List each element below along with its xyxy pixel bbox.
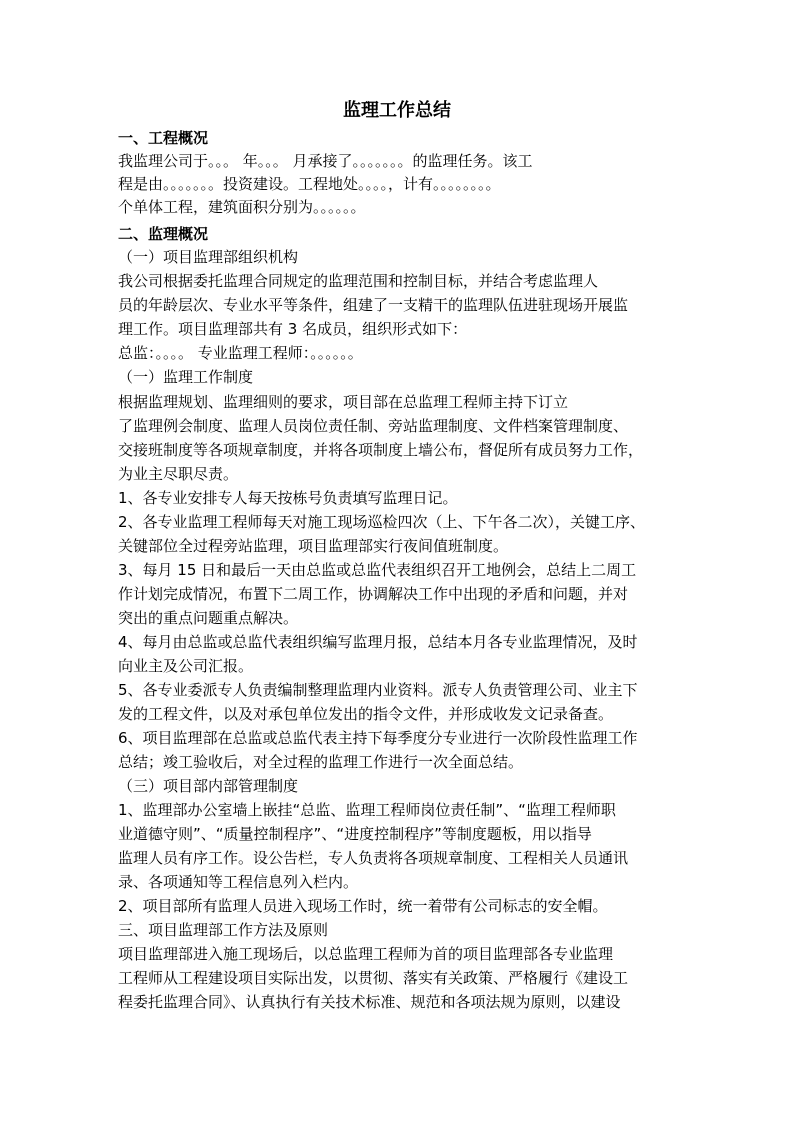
paragraph-line: 员的年龄层次、专业水平等条件，组建了一支精干的监理队伍进驻现场开展监 (118, 296, 629, 314)
list-item: 6、项目监理部在总监或总监代表主持下每季度分专业进行一次阶段性监理工作 (118, 729, 638, 747)
section-heading-supervision-overview: 二、监理概况 (118, 225, 209, 243)
section-heading-work-methods: 三、项目监理部工作方法及原则 (118, 921, 329, 939)
paragraph-line: 工程师从工程建设项目实际出发，以贯彻、落实有关政策、严格履行《建设工 (118, 969, 629, 987)
paragraph-line: 项目监理部进入施工现场后，以总监理工程师为首的项目监理部各专业监理 (118, 945, 614, 963)
document-title: 监理工作总结 (343, 100, 451, 121)
paragraph-line: 我监理公司于。。。 年。。。 月承接了。。。。。。。的监理任务。该工 (118, 152, 533, 170)
paragraph-line: 根据监理规划、监理细则的要求，项目部在总监理工程师主持下订立 (118, 393, 569, 411)
subsection-heading-organization: （一）项目监理部组织机构 (118, 248, 299, 266)
list-item: 业道德守则”、“质量控制程序”、“进度控制程序”等制度题板，用以指导 (118, 825, 592, 843)
paragraph-line: 程委托监理合同》、认真执行有关技术标准、规范和各项法规为原则，以建设 (118, 993, 621, 1011)
list-item: 监理人员有序工作。设公告栏，专人负责将各项规章制度、工程相关人员通讯 (118, 849, 629, 867)
paragraph-line: 个单体工程，建筑面积分别为。。。。。。 (118, 198, 366, 216)
list-item: 2、项目部所有监理人员进入现场工作时，统一着带有公司标志的安全帽。 (118, 897, 608, 915)
list-item: 录、各项通知等工程信息列入栏内。 (118, 873, 359, 891)
list-item: 1、监理部办公室墙上嵌挂“总监、监理工程师岗位责任制”、“监理工程师职 (118, 801, 616, 819)
list-item: 关键部位全过程旁站监理，项目监理部实行夜间值班制度。 (118, 537, 509, 555)
list-item: 2、各专业监理工程师每天对施工现场巡检四次（上、下午各二次），关键工序、 (118, 513, 646, 531)
list-item: 1、各专业安排专人每天按栋号负责填写监理日记。 (118, 489, 458, 507)
list-item: 3、每月 15 日和最后一天由总监或总监代表组织召开工地例会，总结上二周工 (118, 561, 637, 579)
list-item: 作计划完成情况，布置下二周工作，协调解决工作中出现的矛盾和问题，并对 (118, 585, 629, 603)
section-heading-project-overview: 一、工程概况 (118, 129, 209, 147)
paragraph-line: 程是由。。。。。。。投资建设。工程地处。。。。，计有。。。。。。。。 (118, 175, 501, 193)
list-item: 总结；竣工验收后，对全过程的监理工作进行一次全面总结。 (118, 753, 524, 771)
paragraph-line: 了监理例会制度、监理人员岗位责任制、旁站监理制度、文件档案管理制度、 (118, 417, 629, 435)
list-item: 发的工程文件，以及对承包单位发出的指令文件，并形成收发文记录备查。 (118, 705, 614, 723)
list-item: 5、各专业委派专人负责编制整理监理内业资料。派专人负责管理公司、业主下 (118, 681, 638, 699)
org-structure-line: 总监：。。。。 专业监理工程师：。。。。。。 (118, 344, 363, 362)
paragraph-line: 交接班制度等各项规章制度，并将各项制度上墙公布，督促所有成员努力工作， (118, 441, 644, 459)
subsection-heading-work-rules: （一）监理工作制度 (118, 368, 254, 386)
list-item: 向业主及公司汇报。 (118, 657, 254, 675)
subsection-heading-internal-management: （三）项目部内部管理制度 (118, 777, 299, 795)
list-item: 4、每月由总监或总监代表组织编写监理月报，总结本月各专业监理情况，及时 (118, 633, 638, 651)
list-item: 突出的重点问题重点解决。 (118, 609, 299, 627)
paragraph-line: 理工作。项目监理部共有 3 名成员，组织形式如下： (118, 320, 468, 338)
paragraph-line: 为业主尽职尽责。 (118, 465, 239, 483)
paragraph-line: 我公司根据委托监理合同规定的监理范围和控制目标，并结合考虑监理人 (118, 272, 599, 290)
